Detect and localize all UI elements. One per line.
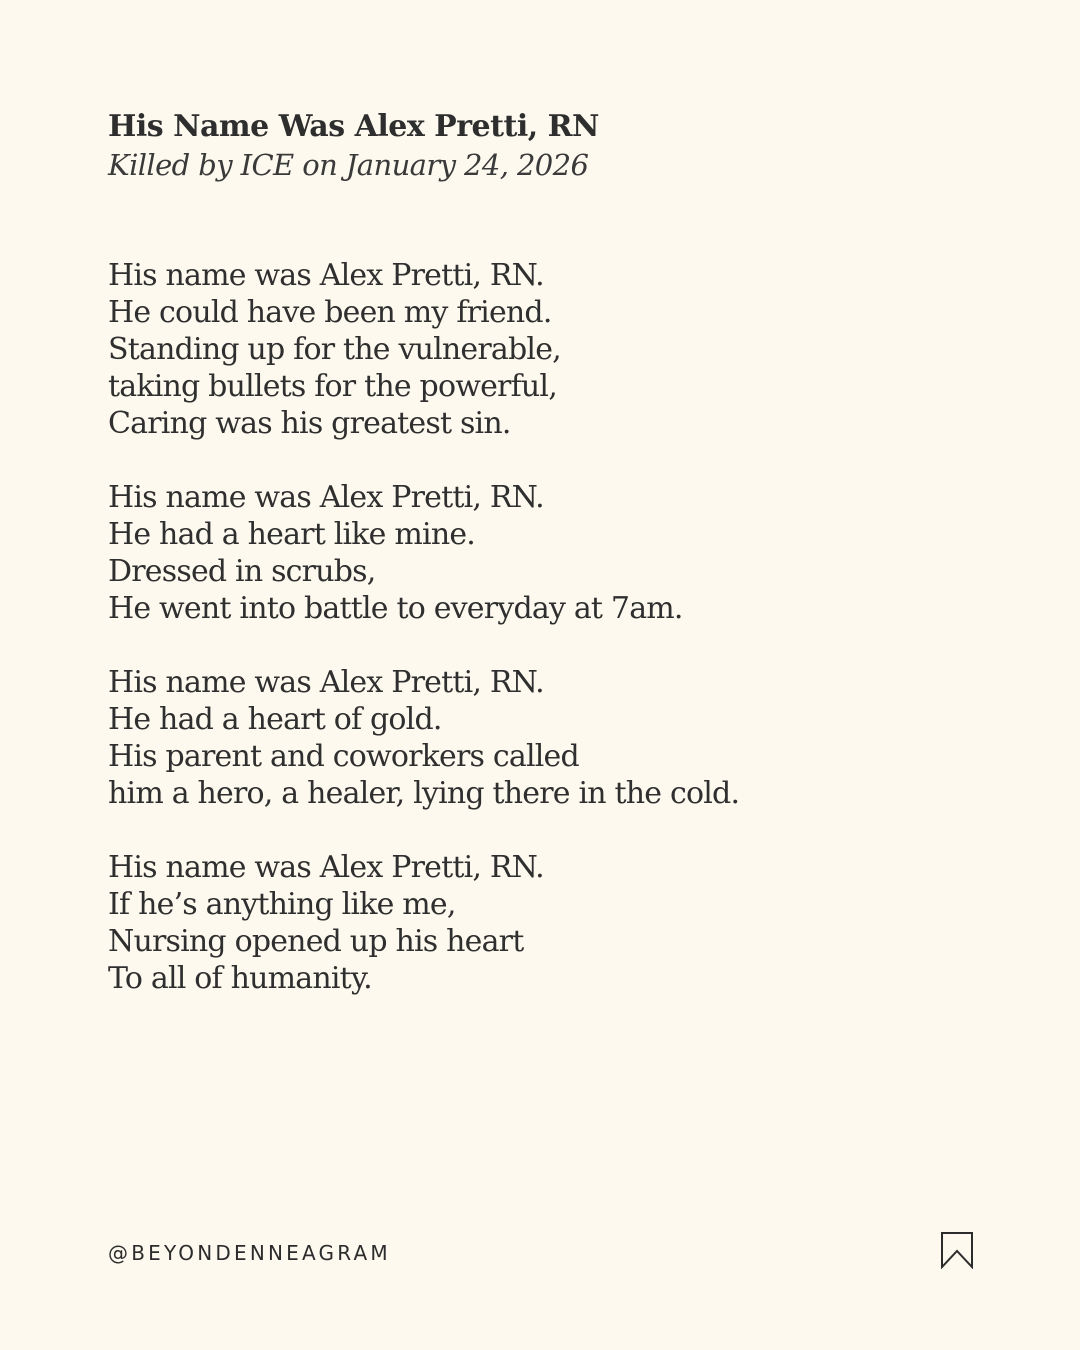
poem-line: His name was Alex Pretti, RN.: [108, 850, 544, 885]
poem-line: He had a heart like mine.: [108, 517, 476, 552]
account-handle[interactable]: @BEYONDENNEAGRAM: [108, 1241, 391, 1265]
poem-line: His parent and coworkers called: [108, 739, 579, 774]
poem-line: him a hero, a healer, lying there in the cold.: [108, 776, 740, 811]
stanza-2: [108, 479, 1008, 627]
poem-line: His name was Alex Pretti, RN.: [108, 258, 544, 293]
stanza-3: [108, 664, 1008, 812]
poem-subtitle: Killed by ICE on January 24, 2026: [108, 148, 589, 182]
poem-line: He could have been my friend.: [108, 295, 552, 330]
poem-line: Dressed in scrubs,: [108, 554, 376, 589]
poem-body: [108, 257, 1008, 1034]
poem-line: He went into battle to everyday at 7am.: [108, 591, 683, 626]
poem-line: Nursing opened up his heart: [108, 924, 524, 959]
poem-line: His name was Alex Pretti, RN.: [108, 665, 544, 700]
poem-line: If he’s anything like me,: [108, 887, 456, 922]
poem-line: taking bullets for the powerful,: [108, 369, 557, 404]
poem-line: He had a heart of gold.: [108, 702, 442, 737]
stanza-4: [108, 849, 1008, 997]
poem-line: To all of humanity.: [108, 961, 372, 996]
poem-title: His Name Was Alex Pretti, RN: [108, 109, 599, 144]
stanza-1: [108, 257, 1008, 442]
poem-line: Standing up for the vulnerable,: [108, 332, 561, 367]
poem-line: Caring was his greatest sin.: [108, 406, 511, 441]
bookmark-icon[interactable]: [940, 1231, 974, 1269]
poem-line: His name was Alex Pretti, RN.: [108, 480, 544, 515]
